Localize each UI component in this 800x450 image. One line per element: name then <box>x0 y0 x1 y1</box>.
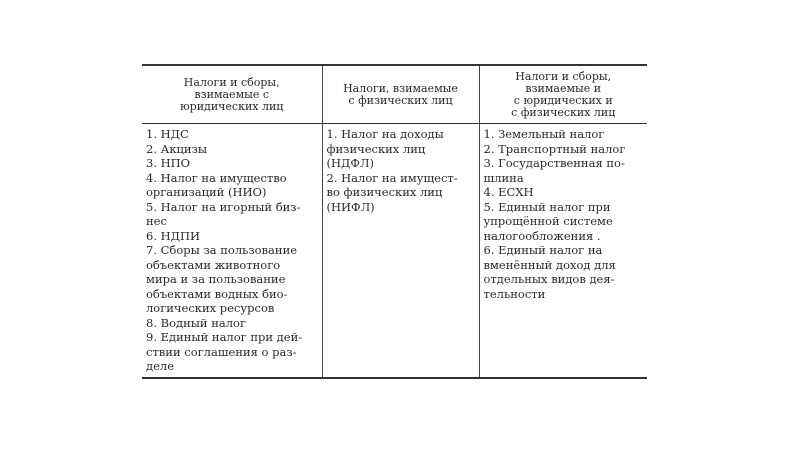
column-both <box>479 124 647 379</box>
column-legal-entities <box>142 124 322 379</box>
header-line: с физических лиц <box>511 105 616 119</box>
list-item: 9. Единый налог при дей- ствии соглашения о раз- деле <box>146 330 303 373</box>
list-item: 2. Транспортный налог <box>483 141 626 156</box>
header-line: юридических лиц <box>180 99 284 113</box>
header-individuals <box>322 65 479 124</box>
table-header-row <box>142 65 647 124</box>
list-item: 2. Акцизы <box>146 141 208 156</box>
tax-classification-table <box>142 64 647 379</box>
list-item: 5. Налог на игорный биз- нес <box>146 199 301 228</box>
header-line: Налоги и сборы, <box>515 69 612 83</box>
header-line: с юридических и <box>513 93 613 107</box>
header-line: Налоги, взимаемые <box>343 81 458 95</box>
header-line: взимаемые и <box>525 81 602 95</box>
column-individuals <box>322 124 479 379</box>
list-item: 5. Единый налог при упрощённой системе налогообложения . <box>483 199 613 243</box>
list-item: 8. Водный налог <box>146 315 246 330</box>
list-item: 2. Налог на имущест- во физических лиц (НИФЛ) <box>326 170 458 214</box>
header-line: взимаемые с <box>194 87 270 101</box>
table-body-row <box>142 124 647 379</box>
header-both <box>479 65 647 124</box>
header-line: с физических лиц <box>348 93 453 107</box>
list-item: 1. Налог на доходы физических лиц (НДФЛ) <box>326 127 444 170</box>
header-line: Налоги и сборы, <box>183 75 280 89</box>
header-legal-entities <box>142 65 322 124</box>
list-item: 7. Сборы за пользование объектами животного мира и за пользование объектами водных био- логических ресурсов <box>146 243 298 315</box>
list-item: 6. Единый налог на вменённый доход для отдельных видов дея- тельности <box>483 243 616 301</box>
list-item: 4. ЕСХН <box>483 185 534 199</box>
list-item: 3. Государственная по- шлина <box>483 156 625 185</box>
list-item: 4. Налог на имущество организаций (НИО) <box>146 170 287 199</box>
list-item: 1. НДС <box>146 127 189 141</box>
list-item: 1. Земельный налог <box>483 127 605 141</box>
list-item: 6. НДПИ <box>146 228 201 243</box>
list-item: 3. НПО <box>146 156 191 170</box>
